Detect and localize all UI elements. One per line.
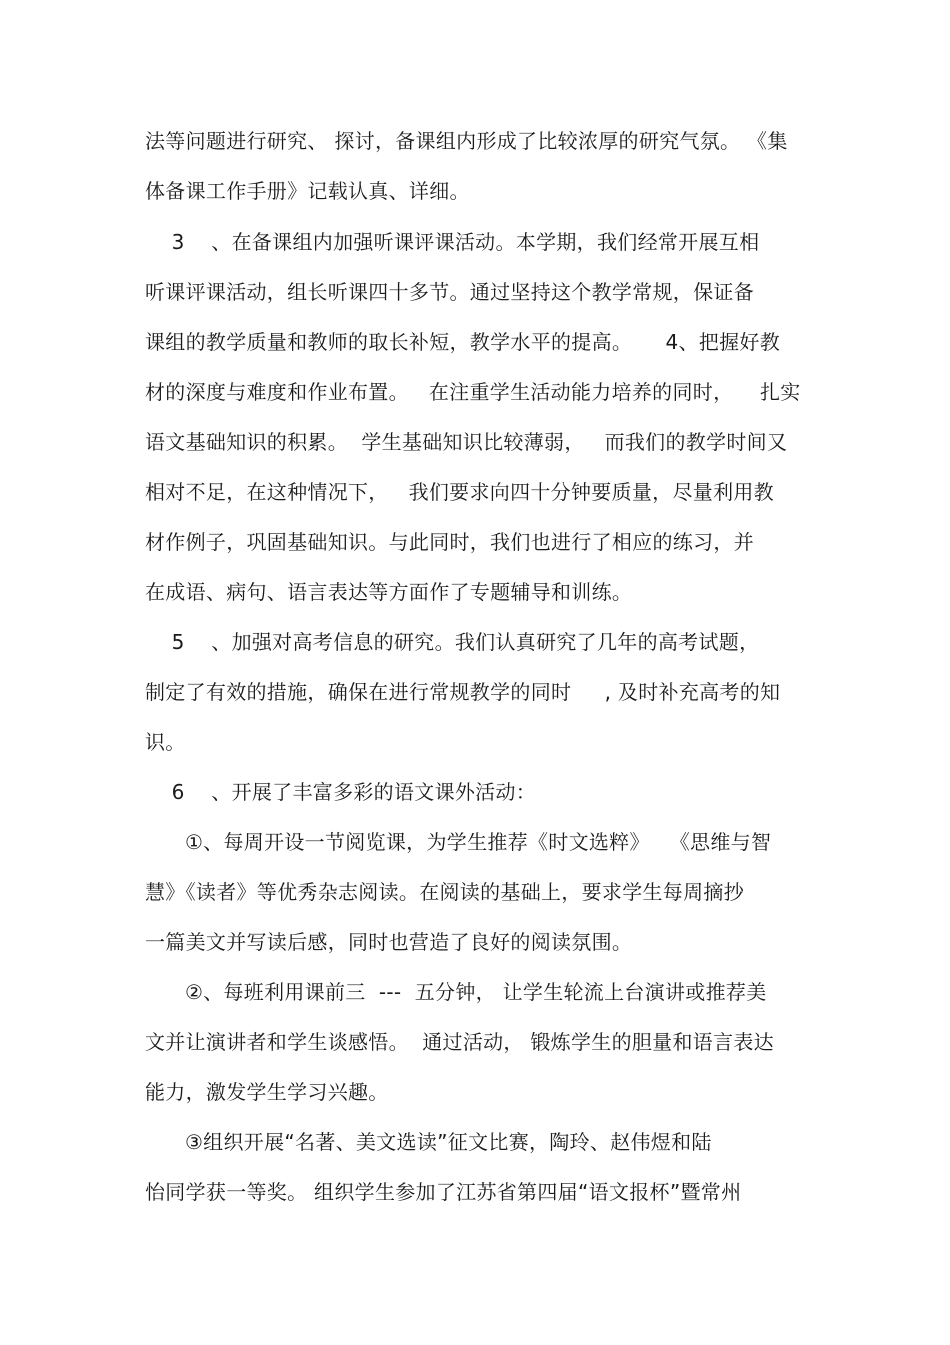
- text-line: 能力，激发学生学习兴趣。: [145, 1080, 389, 1104]
- text-line: 3 、在备课组内加强听课评课活动。本学期，我们经常开展互相: [145, 230, 760, 254]
- text-line: 在成语、病句、语言表达等方面作了专题辅导和训练。: [145, 580, 633, 604]
- text-line: 识。: [145, 730, 186, 754]
- text-line: ①、每周开设一节阅览课，为学生推荐《时文选粹》 《思维与智: [145, 830, 772, 854]
- text-line: 慧》《读者》等优秀杂志阅读。在阅读的基础上，要求学生每周摘抄: [145, 880, 744, 904]
- text-line: 课组的教学质量和教师的取长补短，教学水平的提高。 4、把握好教: [145, 330, 781, 354]
- text-line: 法等问题进行研究、 探讨，备课组内形成了比较浓厚的研究气氛。 《集: [145, 129, 788, 153]
- text-line: 语文基础知识的积累。 学生基础知识比较薄弱， 而我们的教学时间又: [145, 430, 788, 454]
- text-line: ②、每班利用课前三 --- 五分钟， 让学生轮流上台演讲或推荐美: [145, 980, 767, 1004]
- text-line: 制定了有效的措施，确保在进行常规教学的同时 , 及时补充高考的知: [145, 680, 781, 704]
- text-line: 相对不足，在这种情况下， 我们要求向四十分钟要质量，尽量利用教: [145, 480, 774, 504]
- text-line: 6 、开展了丰富多彩的语文课外活动：: [145, 780, 537, 804]
- text-line: 一篇美文并写读后感，同时也营造了良好的阅读氛围。: [145, 930, 633, 954]
- text-line: ③组织开展“名著、美文选读”征文比赛，陶玲、赵伟煜和陆: [145, 1130, 712, 1154]
- text-line: 怡同学获一等奖。 组织学生参加了江苏省第四届“语文报杯”暨常州: [145, 1180, 742, 1204]
- text-line: 5 、加强对高考信息的研究。我们认真研究了几年的高考试题，: [145, 630, 760, 654]
- text-line: 材的深度与难度和作业布置。 在注重学生活动能力培养的同时， 扎实: [145, 380, 801, 404]
- text-line: 文并让演讲者和学生谈感悟。 通过活动， 锻炼学生的胆量和语言表达: [145, 1030, 774, 1054]
- text-line: 听课评课活动，组长听课四十多节。通过坚持这个教学常规，保证备: [145, 280, 754, 304]
- text-line: 材作例子，巩固基础知识。与此同时，我们也进行了相应的练习，并: [145, 530, 754, 554]
- text-line: 体备课工作手册》记载认真、详细。: [145, 179, 470, 203]
